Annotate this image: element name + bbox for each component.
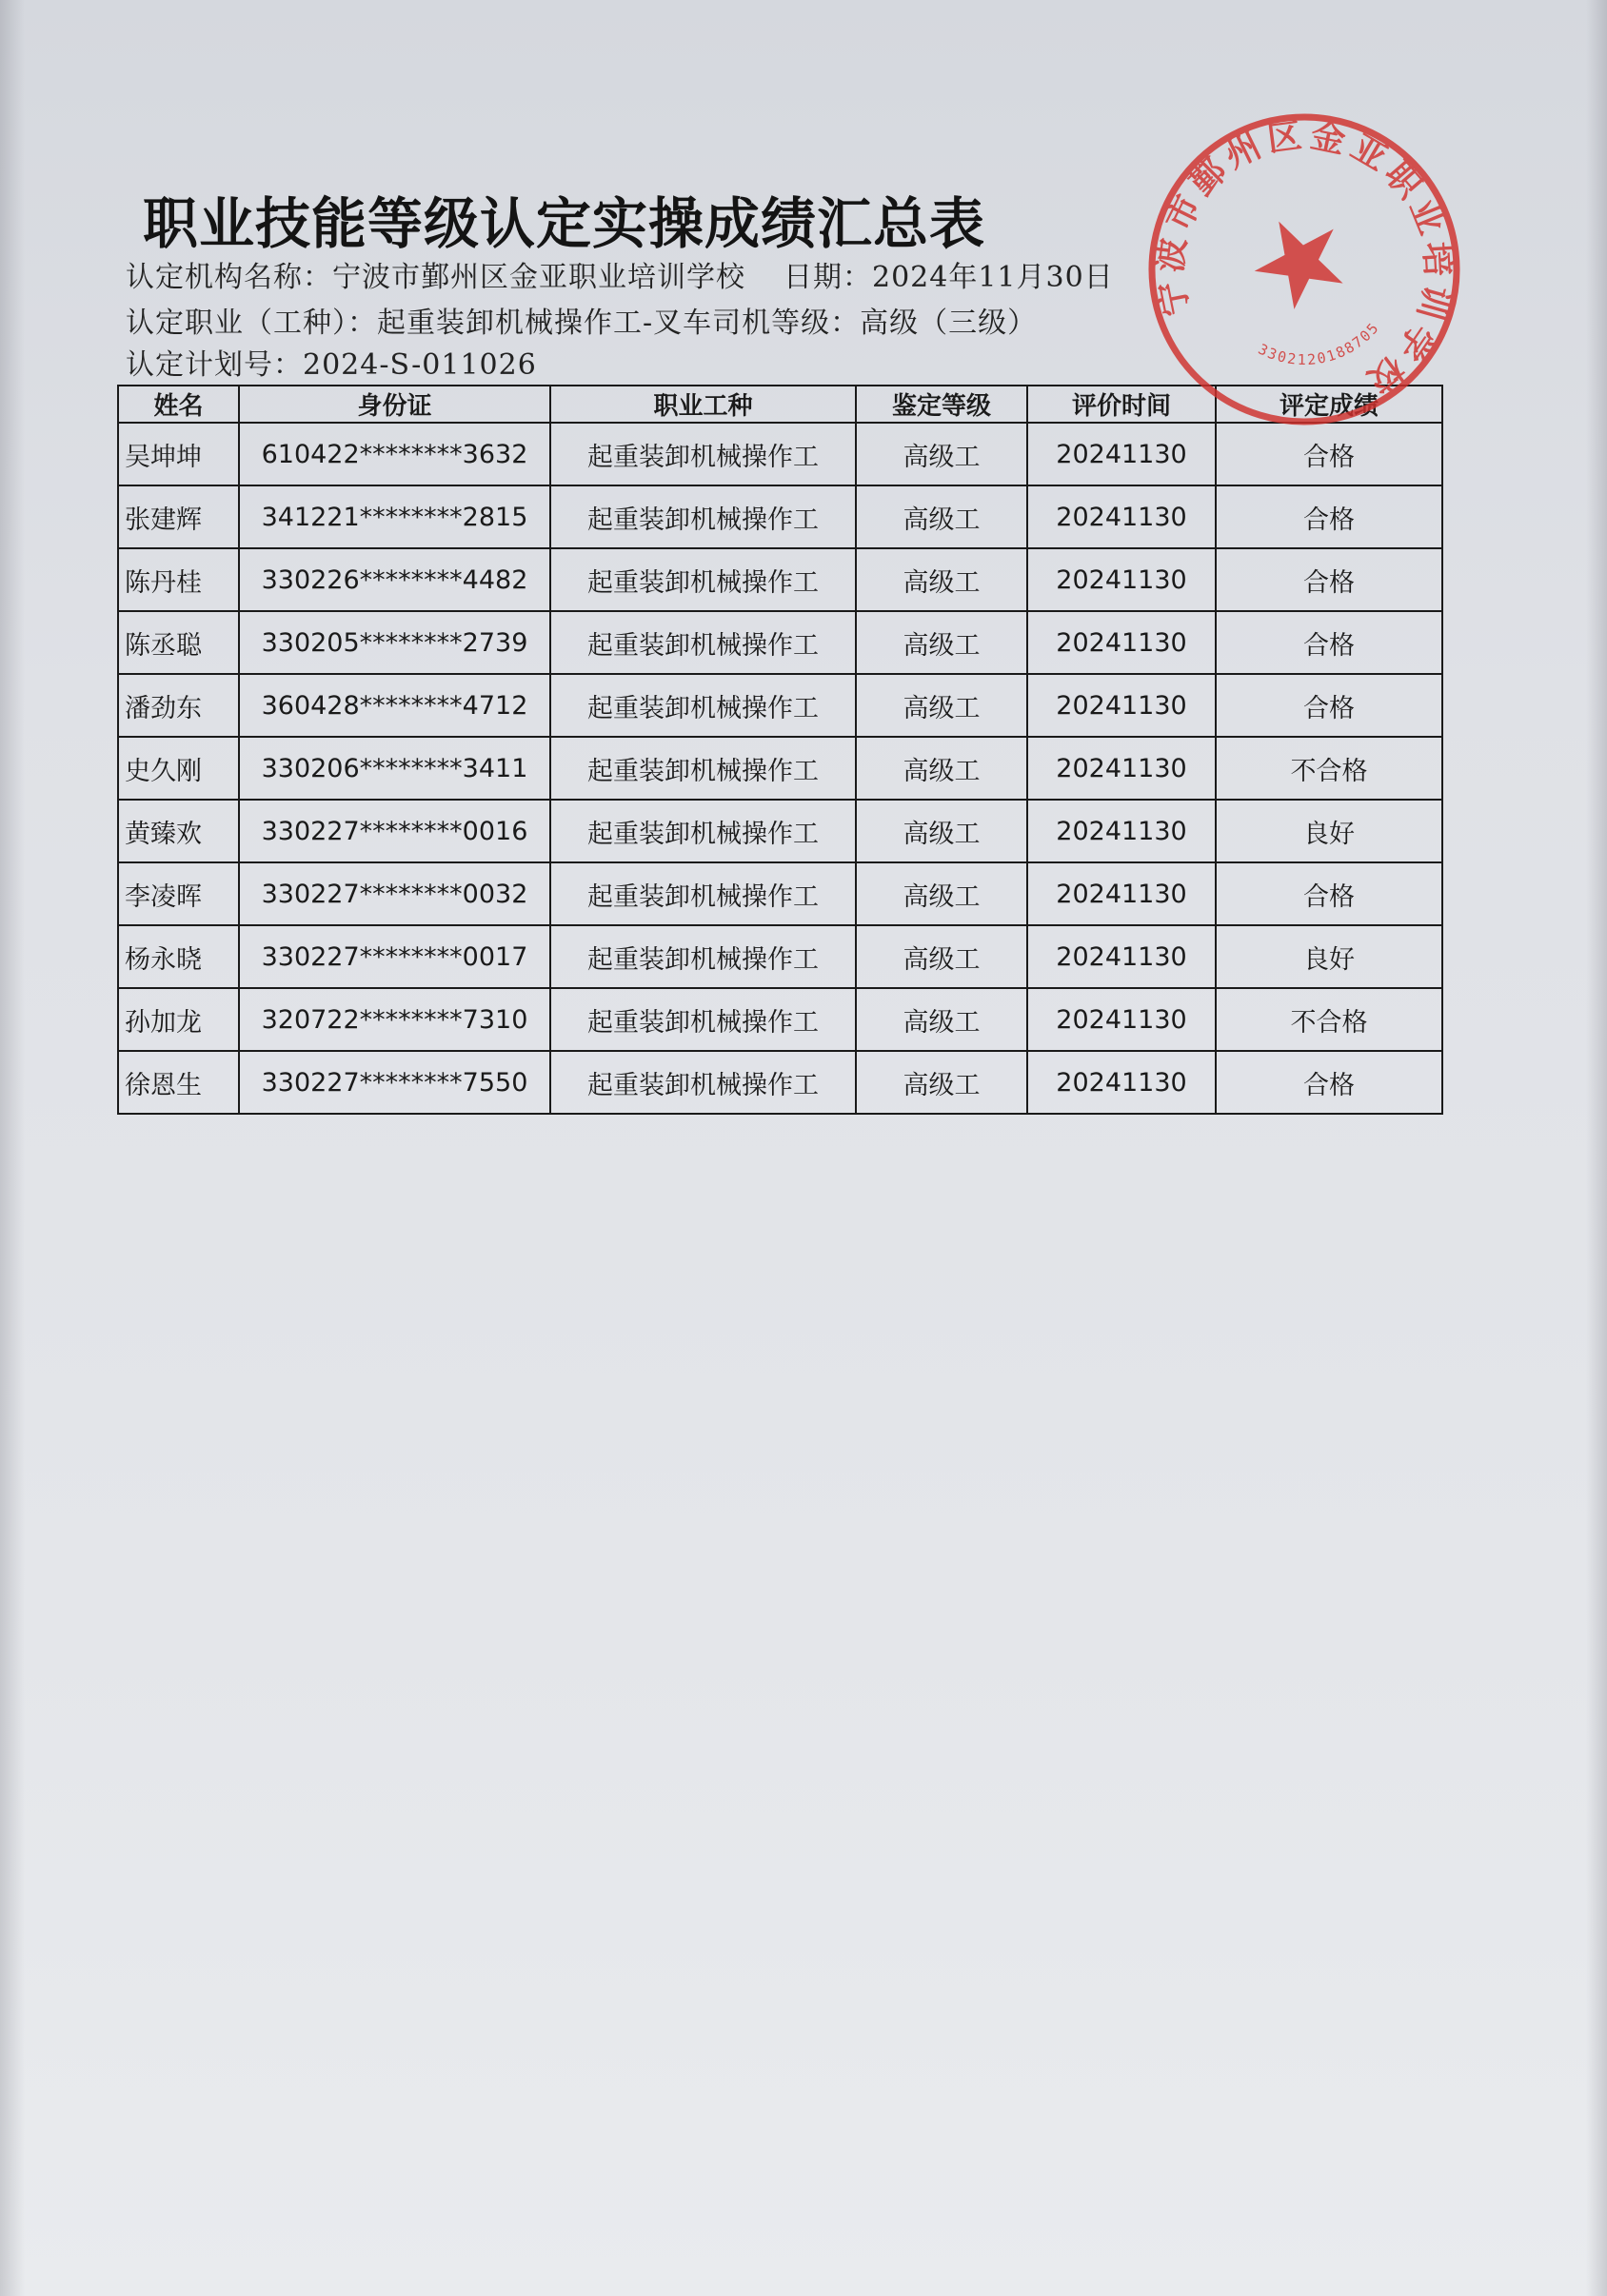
cell-level: 高级工 xyxy=(856,988,1027,1051)
cell-occupation: 起重装卸机械操作工 xyxy=(550,925,856,988)
cell-time: 20241130 xyxy=(1027,800,1216,862)
plan-label: 认定计划号： xyxy=(126,348,303,382)
cell-level: 高级工 xyxy=(856,423,1027,485)
table-row xyxy=(118,548,1442,611)
cell-occupation: 起重装卸机械操作工 xyxy=(550,548,856,611)
header-occupation: 职业工种 xyxy=(550,386,856,423)
results-table xyxy=(117,385,1443,1115)
cell-id: 330227********0017 xyxy=(239,925,550,988)
header-result: 评定成绩 xyxy=(1216,386,1442,423)
cell-result: 合格 xyxy=(1216,674,1442,737)
cell-occupation: 起重装卸机械操作工 xyxy=(550,800,856,862)
plan-value: 2024-S-011026 xyxy=(303,348,537,382)
cell-level: 高级工 xyxy=(856,800,1027,862)
cell-name: 陈丞聪 xyxy=(118,611,239,674)
cell-name: 杨永晓 xyxy=(118,925,239,988)
table-row xyxy=(118,674,1442,737)
table-row xyxy=(118,485,1442,548)
cell-level: 高级工 xyxy=(856,1051,1027,1114)
cell-result: 不合格 xyxy=(1216,737,1442,800)
meta-org-date xyxy=(126,253,1114,295)
cell-result: 合格 xyxy=(1216,862,1442,925)
cell-occupation: 起重装卸机械操作工 xyxy=(550,674,856,737)
cell-name: 徐恩生 xyxy=(118,1051,239,1114)
cell-id: 330227********7550 xyxy=(239,1051,550,1114)
svg-text:宁波市鄞州区金亚职业培训学校: 宁波市鄞州区金亚职业培训学校 xyxy=(1150,115,1458,404)
cell-id: 330226********4482 xyxy=(239,548,550,611)
cell-occupation: 起重装卸机械操作工 xyxy=(550,988,856,1051)
cell-name: 史久刚 xyxy=(118,737,239,800)
cell-occupation: 起重装卸机械操作工 xyxy=(550,423,856,485)
cell-name: 李凌晖 xyxy=(118,862,239,925)
org-value: 宁波市鄞州区金亚职业培训学校 xyxy=(332,261,745,294)
cell-time: 20241130 xyxy=(1027,674,1216,737)
occupation-label: 认定职业（工种）： xyxy=(126,307,377,340)
cell-id: 330205********2739 xyxy=(239,611,550,674)
cell-result: 合格 xyxy=(1216,423,1442,485)
header-id: 身份证 xyxy=(239,386,550,423)
cell-time: 20241130 xyxy=(1027,611,1216,674)
header-time: 评价时间 xyxy=(1027,386,1216,423)
date-label: 日期： xyxy=(784,261,872,294)
svg-text:3302120188705: 3302120188705 xyxy=(1255,318,1383,369)
header-level: 鉴定等级 xyxy=(856,386,1027,423)
cell-occupation: 起重装卸机械操作工 xyxy=(550,611,856,674)
cell-time: 20241130 xyxy=(1027,862,1216,925)
cell-result: 不合格 xyxy=(1216,988,1442,1051)
table-header-row xyxy=(118,386,1442,423)
cell-level: 高级工 xyxy=(856,485,1027,548)
cell-id: 330227********0032 xyxy=(239,862,550,925)
cell-time: 20241130 xyxy=(1027,423,1216,485)
cell-result: 良好 xyxy=(1216,800,1442,862)
cell-name: 黄臻欢 xyxy=(118,800,239,862)
table-row xyxy=(118,988,1442,1051)
table-row xyxy=(118,423,1442,485)
cell-result: 合格 xyxy=(1216,611,1442,674)
cell-name: 吴坤坤 xyxy=(118,423,239,485)
table-row xyxy=(118,925,1442,988)
cell-name: 孙加龙 xyxy=(118,988,239,1051)
cell-name: 陈丹桂 xyxy=(118,548,239,611)
cell-result: 合格 xyxy=(1216,548,1442,611)
date-value: 2024年11月30日 xyxy=(872,261,1114,294)
meta-plan xyxy=(126,341,537,383)
header-name: 姓名 xyxy=(118,386,239,423)
cell-occupation: 起重装卸机械操作工 xyxy=(550,1051,856,1114)
cell-result: 合格 xyxy=(1216,485,1442,548)
cell-time: 20241130 xyxy=(1027,925,1216,988)
occupation-value: 起重装卸机械操作工-叉车司机 xyxy=(377,307,772,340)
table-row xyxy=(118,1051,1442,1114)
table-row xyxy=(118,611,1442,674)
cell-id: 330206********3411 xyxy=(239,737,550,800)
level-value: 高级（三级） xyxy=(860,307,1038,340)
seal-star xyxy=(1240,201,1359,318)
cell-id: 341221********2815 xyxy=(239,485,550,548)
cell-id: 360428********4712 xyxy=(239,674,550,737)
page-edge-shadow xyxy=(1586,0,1607,2296)
cell-time: 20241130 xyxy=(1027,548,1216,611)
cell-level: 高级工 xyxy=(856,674,1027,737)
cell-time: 20241130 xyxy=(1027,737,1216,800)
cell-level: 高级工 xyxy=(856,737,1027,800)
cell-time: 20241130 xyxy=(1027,1051,1216,1114)
cell-occupation: 起重装卸机械操作工 xyxy=(550,737,856,800)
cell-result: 合格 xyxy=(1216,1051,1442,1114)
cell-time: 20241130 xyxy=(1027,485,1216,548)
cell-id: 320722********7310 xyxy=(239,988,550,1051)
cell-name: 潘劲东 xyxy=(118,674,239,737)
table-row xyxy=(118,862,1442,925)
cell-id: 610422********3632 xyxy=(239,423,550,485)
cell-occupation: 起重装卸机械操作工 xyxy=(550,485,856,548)
page-edge-shadow xyxy=(0,0,25,2296)
cell-time: 20241130 xyxy=(1027,988,1216,1051)
meta-occupation-level xyxy=(126,299,1037,341)
cell-id: 330227********0016 xyxy=(239,800,550,862)
table-row xyxy=(118,737,1442,800)
level-label: 等级： xyxy=(771,307,861,340)
cell-level: 高级工 xyxy=(856,548,1027,611)
cell-level: 高级工 xyxy=(856,862,1027,925)
cell-occupation: 起重装卸机械操作工 xyxy=(550,862,856,925)
cell-name: 张建辉 xyxy=(118,485,239,548)
cell-level: 高级工 xyxy=(856,925,1027,988)
cell-result: 良好 xyxy=(1216,925,1442,988)
table-row xyxy=(118,800,1442,862)
org-label: 认定机构名称： xyxy=(126,261,332,294)
document-title: 职业技能等级认定实操成绩汇总表 xyxy=(143,191,986,256)
cell-level: 高级工 xyxy=(856,611,1027,674)
